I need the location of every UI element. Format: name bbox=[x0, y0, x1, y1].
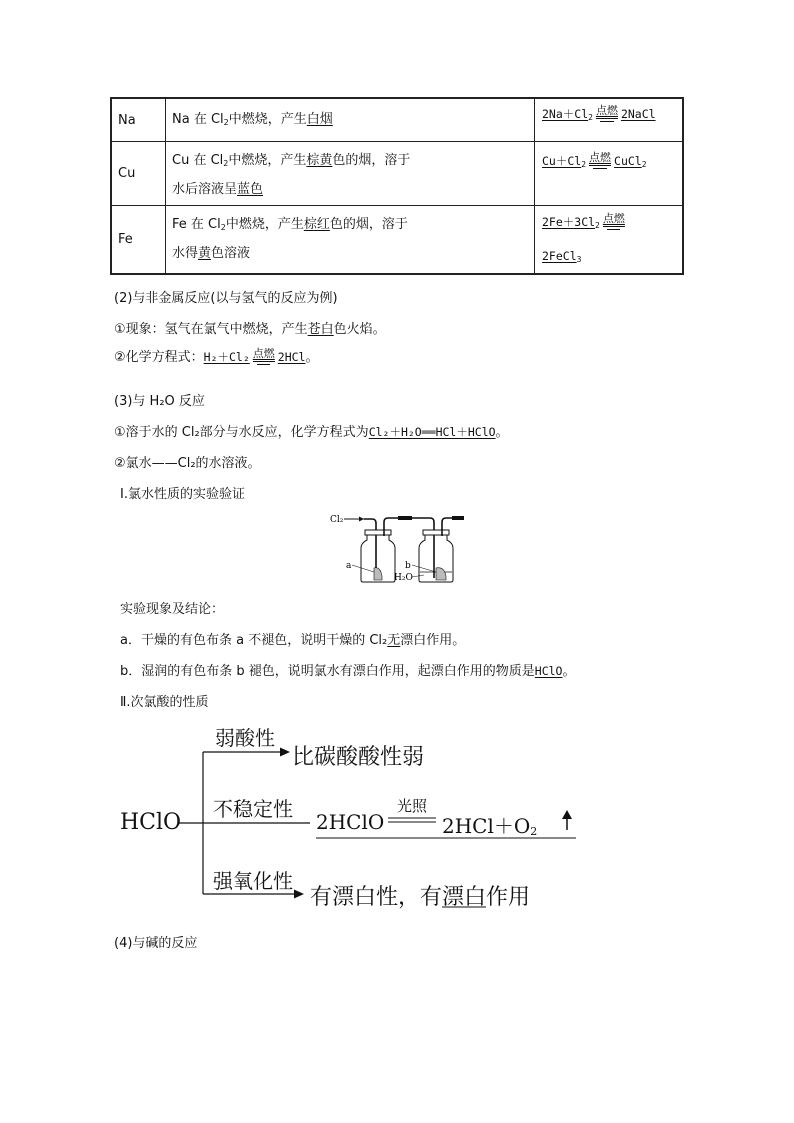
desc-text: 色溶液 bbox=[211, 246, 251, 261]
equation-left: 2Fe＋3Cl bbox=[542, 215, 596, 229]
condition bbox=[589, 152, 611, 171]
metal-name: Na bbox=[118, 112, 136, 128]
result-a bbox=[120, 629, 465, 648]
reaction-table bbox=[110, 97, 684, 275]
desc-text: 中燃烧，产生 bbox=[228, 112, 307, 127]
label-h2o: H₂O bbox=[394, 573, 413, 583]
text: a．干燥的有色布条 a 不褪色，说明干燥的 Cl₂ bbox=[120, 633, 388, 648]
equation: Cl₂＋H₂O══HCl＋HClO bbox=[368, 425, 496, 439]
answer-text: 蓝色 bbox=[237, 182, 264, 197]
equation-line bbox=[114, 421, 509, 440]
condition bbox=[253, 348, 275, 367]
description-cell: Fe 在 $Cl_2$中燃烧，产生棕红色的烟，溶于 水得黄色溶液 bbox=[166, 206, 535, 273]
equation-cell: $2Fe+3Cl_2$ 点燃 2FeCl$_3$ bbox=[542, 212, 625, 264]
section-heading: (2)与非金属反应(以与氢气的反应为例) bbox=[114, 291, 338, 306]
answer-text: 白烟 bbox=[306, 112, 333, 127]
equation-left: H₂＋Cl₂ bbox=[203, 350, 250, 364]
desc-text: 中燃烧，产生 bbox=[225, 217, 304, 232]
section-heading: (3)与 H₂O 反应 bbox=[114, 394, 205, 409]
condition-text: 点燃 bbox=[595, 104, 618, 117]
equation-left: Cu＋Cl bbox=[542, 154, 582, 168]
branch-label-oxidizing: 强氧化性 bbox=[213, 869, 293, 893]
metal-cell bbox=[112, 206, 166, 273]
answer-text: 棕黄 bbox=[306, 153, 333, 168]
equation-right: 2NaCl bbox=[620, 107, 656, 121]
condition bbox=[596, 105, 618, 124]
condition-text: 点燃 bbox=[602, 212, 625, 225]
desc-text: 中燃烧，产生 bbox=[228, 153, 307, 168]
desc-text: Na 在 Cl bbox=[172, 112, 224, 127]
text: b．湿润的有色布条 b 褪色，说明氯水有漂白作用，起漂白作用的物质是 bbox=[120, 664, 535, 679]
label-a: a bbox=[346, 561, 352, 571]
answer-text: 无 bbox=[387, 633, 401, 648]
desc-text: 色的烟，溶于 bbox=[332, 153, 411, 168]
text: 有漂白性，有 bbox=[310, 885, 443, 910]
branch-eq-condition: 光照 bbox=[397, 797, 428, 815]
eq-right-text: 2HCl＋O bbox=[442, 814, 531, 838]
text: ①溶于水的 Cl₂部分与水反应，化学方程式为 bbox=[114, 425, 369, 440]
answer-text: 漂白 bbox=[442, 885, 487, 910]
text: ①现象：氢气在氯气中燃烧，产生 bbox=[114, 322, 308, 337]
cl2-label: Cl₂ bbox=[330, 515, 344, 525]
metal-name: Fe bbox=[118, 232, 133, 247]
answer-text: 棕红 bbox=[303, 217, 330, 232]
description-cell: Na 在 $Cl_2$中燃烧，产生白烟 bbox=[166, 99, 535, 141]
branch-text-weak-acid: 比碳酸酸性弱 bbox=[292, 745, 425, 770]
answer-text: 苍白 bbox=[307, 322, 334, 337]
phenomenon-line bbox=[114, 318, 386, 337]
equation-left: 2Na＋Cl bbox=[542, 107, 589, 121]
condition bbox=[603, 213, 625, 232]
text: 作用 bbox=[486, 885, 531, 910]
apparatus-diagram bbox=[328, 510, 478, 590]
equation-right: 2HCl bbox=[277, 350, 306, 364]
section-heading: (4)与碱的反应 bbox=[114, 936, 198, 951]
table-row bbox=[112, 141, 682, 205]
equation-line bbox=[114, 346, 319, 367]
desc-text: 色的烟，溶于 bbox=[329, 217, 408, 232]
desc-text: 水后溶液呈 bbox=[172, 182, 238, 197]
desc-text: Cu 在 Cl bbox=[172, 153, 224, 168]
desc-text: 水得 bbox=[172, 246, 199, 261]
subsection-heading: Ⅰ.氯水性质的实验验证 bbox=[120, 487, 245, 502]
hclo-root: HClO bbox=[120, 810, 182, 835]
table-row bbox=[112, 205, 682, 273]
metal-cell bbox=[112, 142, 166, 205]
branch-label-unstable: 不稳定性 bbox=[213, 797, 293, 821]
branch-eq-left: 2HClO bbox=[316, 810, 385, 834]
text: 。 bbox=[562, 664, 576, 679]
text: 色火焰。 bbox=[333, 322, 386, 337]
condition-text: 点燃 bbox=[252, 347, 275, 360]
description-cell: Cu 在 $Cl_2$中燃烧，产生棕黄色的烟，溶于 水后溶液呈蓝色 bbox=[166, 142, 535, 205]
equation-cell: $Cu+Cl_2$ 点燃 CuCl$_2$ bbox=[542, 151, 647, 169]
text-line: ②氯水——Cl₂的水溶液。 bbox=[114, 456, 261, 471]
label-b: b bbox=[405, 561, 411, 571]
answer-text: 黄 bbox=[198, 246, 212, 261]
text: 。 bbox=[305, 350, 319, 365]
text: 漂白作用。 bbox=[400, 633, 466, 648]
branch-label-weak-acid: 弱酸性 bbox=[215, 726, 275, 750]
equation-cell: $2Na+Cl_2$ 点燃 2NaCl bbox=[542, 104, 656, 122]
answer-text: HClO bbox=[534, 664, 563, 678]
result-b bbox=[120, 660, 576, 679]
table-row bbox=[112, 99, 682, 141]
metal-name: Cu bbox=[118, 166, 136, 181]
branch-text-oxidizing bbox=[310, 880, 530, 911]
equation-right: 2FeCl bbox=[542, 249, 577, 263]
condition-text: 点燃 bbox=[589, 151, 612, 164]
equation-right: CuCl bbox=[614, 154, 642, 168]
subsection-heading: Ⅱ.次氯酸的性质 bbox=[120, 695, 209, 710]
text: 。 bbox=[495, 425, 509, 440]
metal-cell bbox=[112, 99, 166, 141]
results-title: 实验现象及结论： bbox=[120, 602, 225, 617]
text: ②化学方程式： bbox=[114, 350, 204, 365]
branch-eq-right: $2HCl+O_2$ bbox=[442, 814, 538, 838]
desc-text: Fe 在 Cl bbox=[172, 217, 221, 232]
